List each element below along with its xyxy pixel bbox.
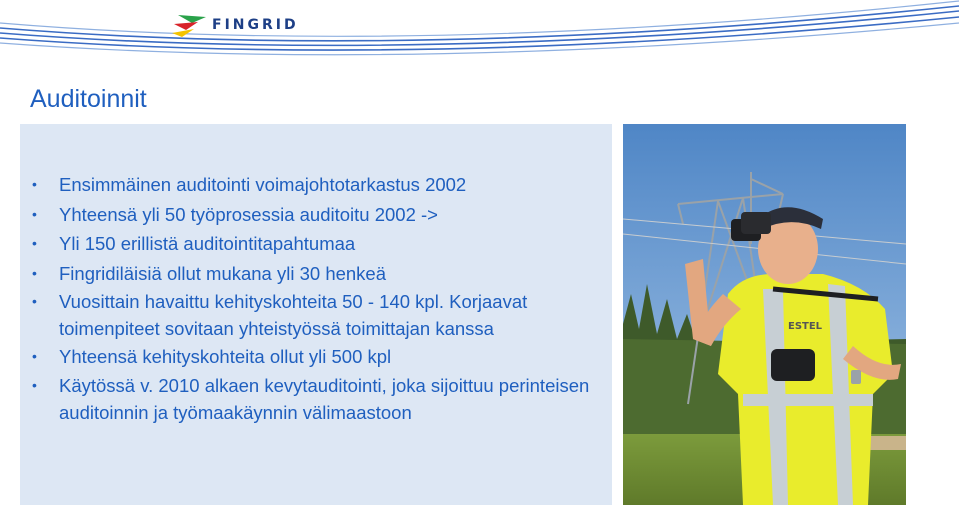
bullet-item: • Käytössä v. 2010 alkaen kevytauditointi, joka sijoittuu perinteisen auditoinnin ja työmaakäynnin välimaastoon: [20, 372, 612, 426]
bullet-dot-icon: •: [32, 376, 37, 393]
bullet-dot-icon: •: [32, 348, 37, 364]
bullet-item: • Yhteensä yli 50 työprosessia auditoitu 2002 ->: [20, 200, 612, 230]
bullet-item: • Ensimmäinen auditointi voimajohtotarkastus 2002: [20, 170, 612, 200]
bullet-item: • Yli 150 erillistä auditointitapahtumaa: [20, 229, 612, 259]
slide-title: Auditoinnit: [30, 85, 147, 113]
bullet-dot-icon: •: [32, 293, 37, 309]
bullet-dot-icon: •: [32, 264, 37, 281]
vest-label: ESTEL: [788, 321, 823, 332]
bullet-panel: [20, 124, 612, 505]
bullet-item: • Vuosittain havaittu kehityskohteita 50 - 140 kpl. Korjaavat toimenpiteet sovitaan yhteistyössä toimittajan kanssa: [20, 288, 612, 342]
fingrid-logo-mark-icon: [172, 13, 208, 37]
inspector-with-binoculars-illustration: [623, 124, 906, 505]
header-swoosh-lines: [0, 0, 959, 70]
bullet-item: • Fingridiläisiä ollut mukana yli 30 henkeä: [20, 259, 612, 289]
bullet-dot-icon: •: [32, 205, 37, 222]
bullet-dot-icon: •: [32, 235, 37, 251]
bullet-item: • Yhteensä kehityskohteita ollut yli 500 kpl: [20, 342, 612, 372]
bullet-list: [20, 170, 612, 426]
fingrid-logo: [172, 10, 299, 40]
fingrid-logo-text: FINGRID: [212, 17, 299, 33]
bullet-dot-icon: •: [32, 176, 37, 192]
slide-header: [0, 0, 959, 70]
inspector-photo: [623, 124, 906, 505]
